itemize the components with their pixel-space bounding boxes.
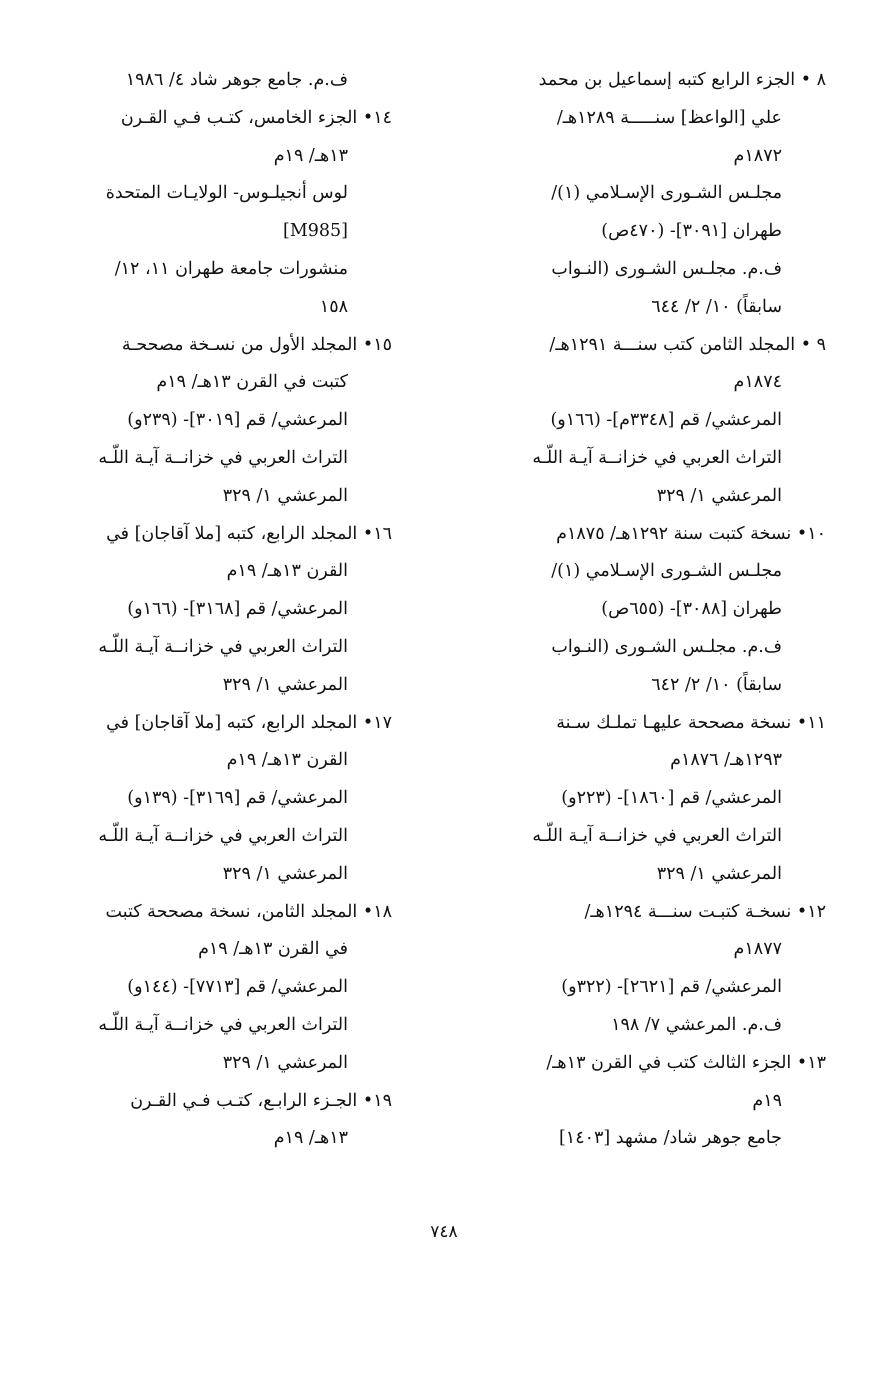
- entry-detail-line: ١٨٧٢م: [733, 145, 782, 166]
- entry-detail-line: ١٨٧٤م: [733, 372, 782, 393]
- catalog-entry: [486, 705, 826, 894]
- catalog-entry: [486, 516, 826, 705]
- entry-detail-line: ١٩م: [752, 1090, 782, 1111]
- entry-detail-line: سابقاً) ١٠/ ٢/ ٦٤٢: [651, 674, 782, 695]
- catalog-entry: [52, 705, 392, 894]
- entry-detail-line: ف.م. مجلـس الشـورى (النـواب: [551, 258, 782, 279]
- entry-detail-line: ف.م. مجلـس الشـورى (النـواب: [551, 636, 782, 657]
- catalog-entry: [486, 327, 826, 516]
- entry-detail-line: منشورات جامعة طهران ١١، ١٢/: [114, 258, 348, 279]
- entry-heading-line: ١٠• نسخة كتبت سنة ١٢٩٢هـ/ ١٨٧٥م: [556, 523, 826, 544]
- entry-detail-line: ١٣هـ/ ١٩م: [273, 145, 348, 166]
- entry-heading-line: ١٢• نسخـة كتبـت سنـــة ١٢٩٤هـ/: [584, 901, 826, 922]
- entry-heading-line: ٩ • المجلد الثامن كتب سنـــة ١٢٩١هـ/: [549, 334, 826, 355]
- entry-detail-line: علي [الواعظ] سنـــــة ١٢٨٩هـ/: [556, 107, 782, 128]
- right-column: [486, 62, 826, 1158]
- catalog-entry: [52, 894, 392, 1083]
- entry-detail-line: التراث العربي في خزانــة آيـة اللّـه: [98, 1014, 348, 1035]
- entry-heading-line: ١٣• الجزء الثالث كتب في القرن ١٣هـ/: [546, 1052, 826, 1073]
- entry-detail-line: المرعشي/ قم [١٨٦٠]- (٢٢٣و): [561, 788, 782, 809]
- entry-heading-line: ١٧• المجلد الرابع، كتبه [ملا آقاجان] في: [106, 712, 392, 733]
- entry-detail-line: جامع جوهر شاد/ مشهد [١٤٠٣]: [558, 1128, 782, 1149]
- catalog-entry: [52, 100, 392, 327]
- entry-detail-line: ف.م. المرعشي ٧/ ١٩٨: [611, 1014, 782, 1035]
- entry-detail-line: سابقاً) ١٠/ ٢/ ٦٤٤: [651, 296, 782, 317]
- entry-heading-line: ١٨• المجلد الثامن، نسخة مصححة كتبت: [105, 901, 392, 922]
- entry-detail-line: المرعشي ١/ ٣٢٩: [222, 485, 348, 506]
- entry-detail-line: المرعشي/ قم [٣٠١٩]- (٢٣٩و): [127, 410, 348, 431]
- catalog-entry: [486, 62, 826, 327]
- entry-detail-line: المرعشي/ قم [٣١٦٨]- (١٦٦و): [127, 599, 348, 620]
- entry-heading-line: ١٥• المجلد الأول من نسـخة مصححـة: [121, 334, 392, 355]
- entry-detail-line: التراث العربي في خزانــة آيـة اللّـه: [98, 825, 348, 846]
- entry-heading-line: ٨ • الجزء الرابع كتبه إسماعيل بن محمد: [538, 70, 826, 90]
- entry-detail-line: المرعشي/ قم [٣١٦٩]- (١٣٩و): [127, 788, 348, 809]
- entry-detail-line: المرعشي/ قم [٧٧١٣]- (١٤٤و): [127, 977, 348, 998]
- entry-detail-line: ١٥٨: [319, 296, 348, 317]
- entry-detail-line: في القرن ١٣هـ/ ١٩م: [198, 939, 348, 960]
- entry-heading-line: ١٦• المجلد الرابع، كتبه [ملا آقاجان] في: [106, 523, 392, 544]
- catalog-entry: [486, 1045, 826, 1158]
- entry-detail-line: طهران [٣٠٩١]- (٤٧٠ص): [601, 221, 782, 242]
- left-column: [52, 62, 392, 1158]
- page-number: ٧٤٨: [430, 1222, 458, 1242]
- entry-detail-line: المرعشي ١/ ٣٢٩: [222, 863, 348, 884]
- entry-detail-line: المرعشي ١/ ٣٢٩: [222, 1052, 348, 1073]
- entry-detail-line: [M985]: [283, 221, 348, 242]
- catalog-entry: [52, 327, 392, 516]
- entry-detail-line: مجلـس الشـورى الإسـلامي (١)/: [551, 183, 782, 204]
- entry-heading-line: ١١• نسخة مصححة عليهـا تملـك سـنة: [556, 712, 826, 733]
- entry-detail-line: المرعشي/ قم [٣٣٤٨م]- (١٦٦و): [550, 410, 782, 431]
- entry-detail-line: التراث العربي في خزانــة آيـة اللّـه: [98, 447, 348, 468]
- entry-detail-line: ١٨٧٧م: [733, 939, 782, 960]
- entry-heading-line: ١٩• الجـزء الرابـع، كتـب فـي القـرن: [130, 1090, 392, 1111]
- entry-detail-line: المرعشي ١/ ٣٢٩: [656, 863, 782, 884]
- entry-detail-line: ١٣هـ/ ١٩م: [273, 1128, 348, 1149]
- entry-detail-line: القرن ١٣هـ/ ١٩م: [226, 750, 348, 771]
- catalog-entry: [52, 1083, 392, 1159]
- entry-detail-line: التراث العربي في خزانــة آيـة اللّـه: [532, 447, 782, 468]
- entry-detail-line: لوس أنجيلـوس- الولايـات المتحدة: [105, 183, 348, 204]
- entry-detail-line: طهران [٣٠٨٨]- (٦٥٥ص): [601, 599, 782, 620]
- entry-detail-line: مجلـس الشـورى الإسـلامي (١)/: [551, 561, 782, 582]
- entry-detail-line: القرن ١٣هـ/ ١٩م: [226, 561, 348, 582]
- catalog-entry: [52, 516, 392, 705]
- entry-detail-line: كتبت في القرن ١٣هـ/ ١٩م: [156, 372, 348, 393]
- entry-detail-line: التراث العربي في خزانــة آيـة اللّـه: [98, 636, 348, 657]
- entry-detail-line: المرعشي ١/ ٣٢٩: [656, 485, 782, 506]
- entry-detail-line: ١٢٩٣هـ/ ١٨٧٦م: [670, 750, 782, 771]
- entry-detail-line: المرعشي/ قم [٢٦٢١]- (٣٢٢و): [561, 977, 782, 998]
- entry-detail-line: التراث العربي في خزانــة آيـة اللّـه: [532, 825, 782, 846]
- catalog-entry: [52, 62, 392, 100]
- entry-heading-line: ١٤• الجزء الخامس، كتـب فـي القـرن: [120, 107, 392, 128]
- catalog-entry: [486, 894, 826, 1045]
- entry-detail-line: ف.م. جامع جوهر شاد ٤/ ١٩٨٦: [125, 70, 348, 90]
- entry-detail-line: المرعشي ١/ ٣٢٩: [222, 674, 348, 695]
